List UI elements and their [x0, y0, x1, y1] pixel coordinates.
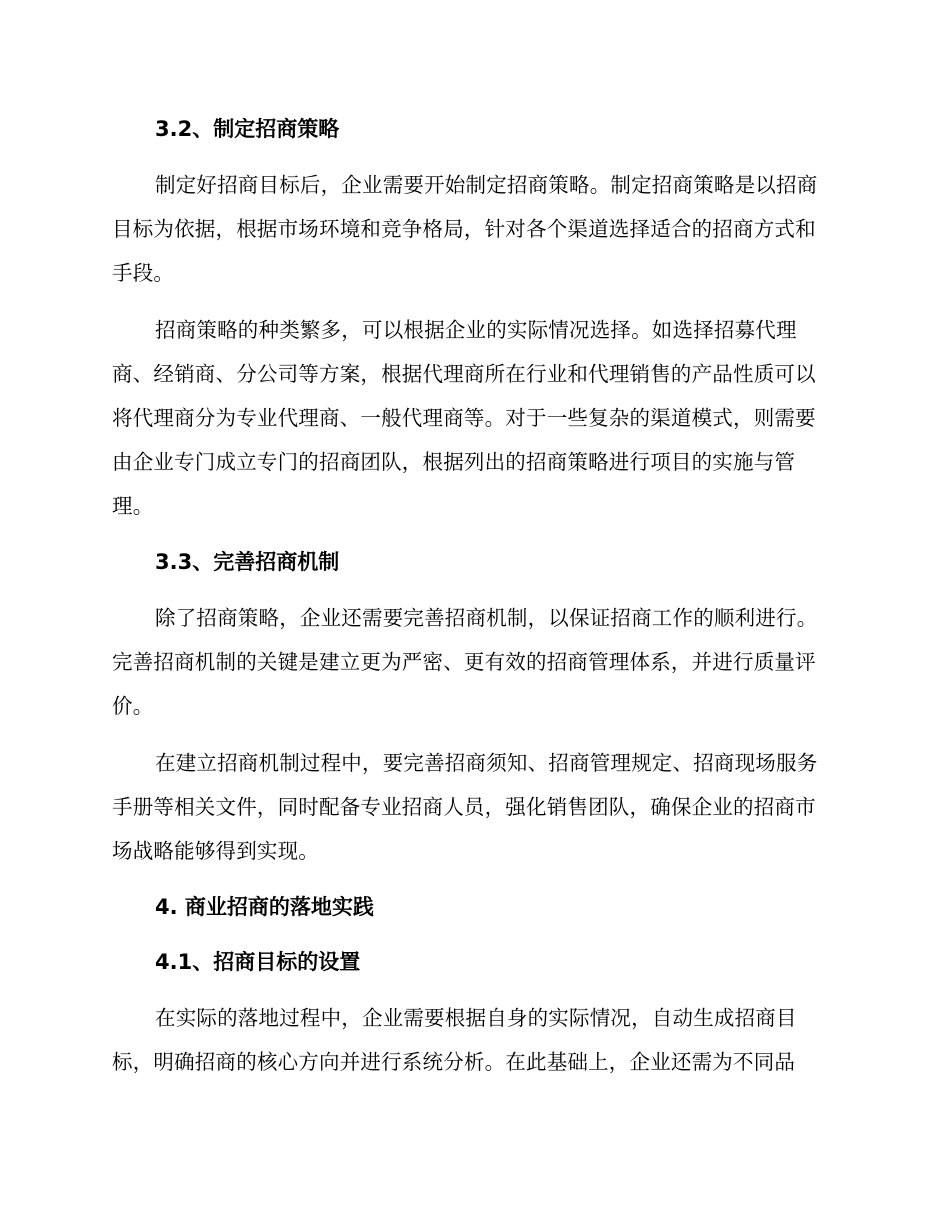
- section-heading-4-1: 4.1、招商目标的设置: [155, 950, 361, 974]
- paragraph: 招商策略的种类繁多，可以根据企业的实际情况选择。如选择招募代理商、经销商、分公司等方案，根据代理商所在行业和代理销售的产品性质可以将代理商分为专业代理商、一般代理商等。对于一些复杂的渠道模式，则需要由企业专门成立专门的招商团队，根据列出的招商策略进行项目的实施与管理。: [112, 318, 816, 518]
- paragraph: 在实际的落地过程中，企业需要根据自身的实际情况，自动生成招商目标，明确招商的核心方向并进行系统分析。在此基础上，企业还需为不同品: [112, 1006, 797, 1074]
- section-heading-4: 4. 商业招商的落地实践: [155, 895, 374, 919]
- paragraph: 除了招商策略，企业还需要完善招商机制，以保证招商工作的顺利进行。完善招商机制的关键是建立更为严密、更有效的招商管理体系，并进行质量评价。: [112, 606, 818, 718]
- paragraph: 制定好招商目标后，企业需要开始制定招商策略。制定招商策略是以招商目标为依据，根据市场环境和竞争格局，针对各个渠道选择适合的招商方式和手段。: [112, 173, 818, 285]
- document-body: [112, 108, 834, 1084]
- paragraph: 在建立招商机制过程中，要完善招商须知、招商管理规定、招商现场服务手册等相关文件，同时配备专业招商人员，强化销售团队，确保企业的招商市场战略能够得到实现。: [112, 751, 818, 863]
- section-heading-3-3: 3.3、完善招商机制: [155, 550, 340, 574]
- section-heading-3-2: 3.2、制定招商策略: [155, 117, 340, 141]
